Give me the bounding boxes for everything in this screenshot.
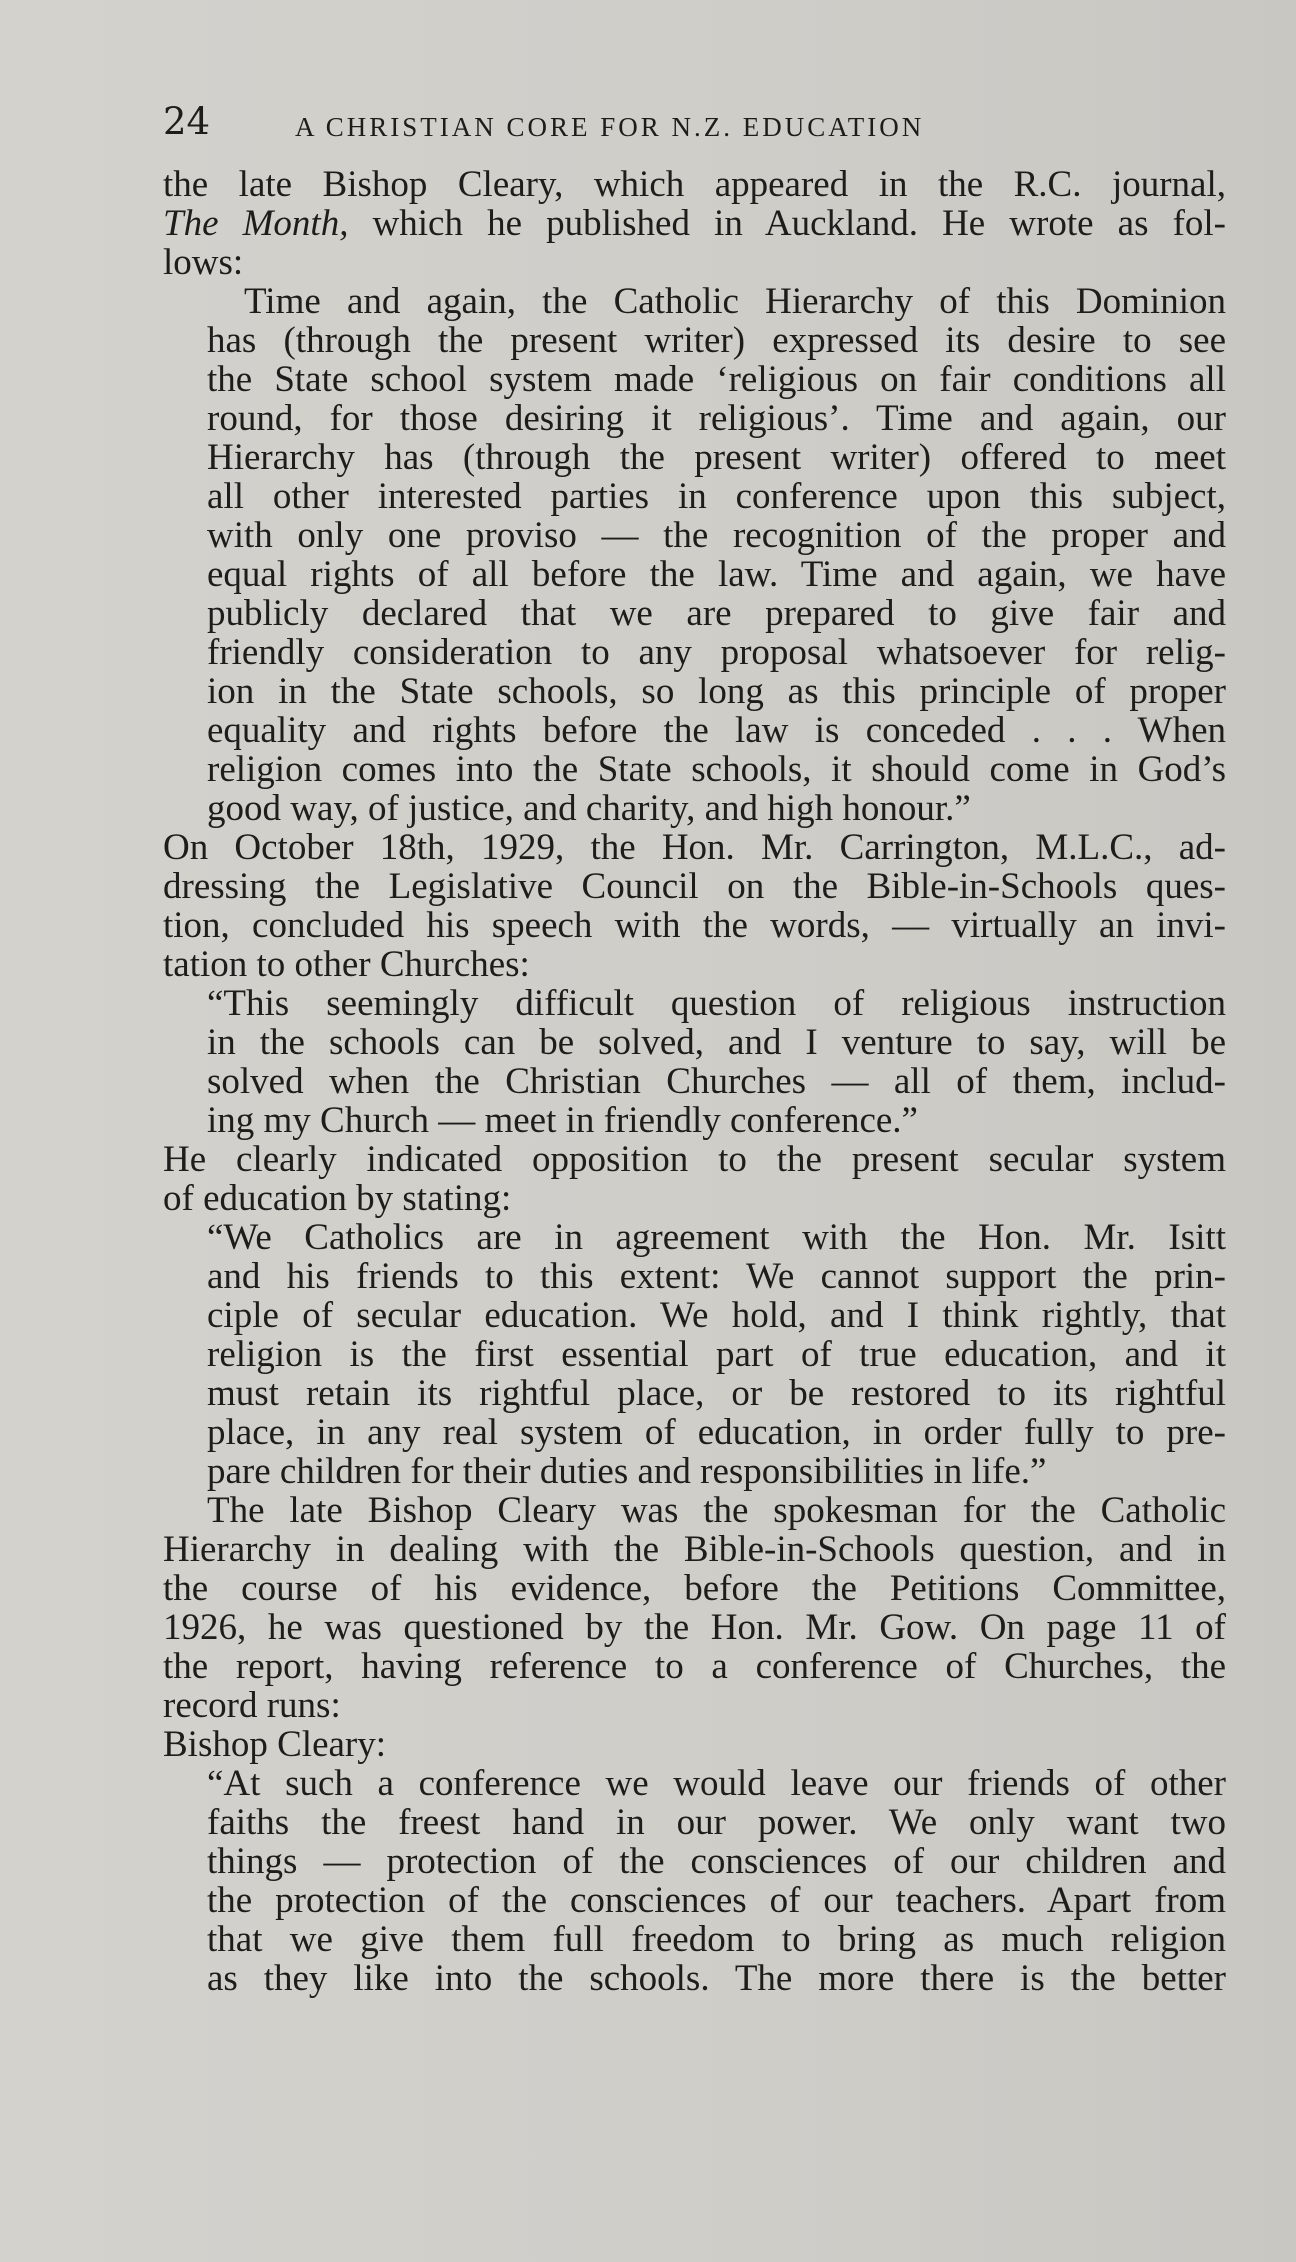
text-line: the late Bishop Cleary, which appeared in the R.C. journal, — [163, 164, 1226, 205]
text-line: On October 18th, 1929, the Hon. Mr. Carrington, M.L.C., ad- — [163, 827, 1226, 868]
text-line: Bishop Cleary: — [163, 1724, 387, 1765]
quote-line: faiths the freest hand in our power. We only want two — [207, 1802, 1226, 1843]
quote-line: religion is the first essential part of true education, and it — [207, 1334, 1226, 1375]
text-line: dressing the Legislative Council on the Bible-in-Schools ques- — [163, 866, 1226, 907]
quote-line: place, in any real system of education, in order fully to pre- — [207, 1412, 1226, 1453]
page-header — [163, 100, 1223, 160]
quote-line: has (through the present writer) expressed its desire to see — [207, 320, 1226, 361]
text-line: Hierarchy in dealing with the Bible-in-Schools question, and in — [163, 1529, 1226, 1570]
quote-line: equal rights of all before the law. Time and again, we have — [207, 554, 1226, 595]
text-line: tation to other Churches: — [163, 944, 530, 985]
quote-line: equality and rights before the law is conceded . . . When — [207, 710, 1226, 751]
quote-line: with only one proviso — the recognition of the proper and — [207, 515, 1226, 556]
quote-line: ing my Church — meet in friendly conference.” — [207, 1100, 918, 1141]
page-number: 24 — [163, 100, 211, 143]
text-line: He clearly indicated opposition to the present secular system — [163, 1139, 1226, 1180]
quote-line: and his friends to this extent: We cannot support the prin- — [207, 1256, 1226, 1297]
quote-line: religion comes into the State schools, it should come in God’s — [207, 749, 1226, 790]
text-line: tion, concluded his speech with the words, — virtually an invi- — [163, 905, 1226, 946]
quote-line: “We Catholics are in agreement with the Hon. Mr. Isitt — [207, 1217, 1226, 1258]
quote-line: friendly consideration to any proposal whatsoever for relig- — [207, 632, 1226, 673]
text-line: 1926, he was questioned by the Hon. Mr. Gow. On page 11 of — [163, 1607, 1226, 1648]
quote-line: the State school system made ‘religious on fair conditions all — [207, 359, 1226, 400]
quote-line: solved when the Christian Churches — all of them, includ- — [207, 1061, 1226, 1102]
quote-line: must retain its rightful place, or be restored to its rightful — [207, 1373, 1226, 1414]
running-title: A CHRISTIAN CORE FOR N.Z. EDUCATION — [295, 112, 925, 142]
text-line: record runs: — [163, 1685, 341, 1726]
quote-line: in the schools can be solved, and I venture to say, will be — [207, 1022, 1226, 1063]
quote-line: good way, of justice, and charity, and high honour.” — [207, 788, 971, 829]
quote-line: publicly declared that we are prepared to give fair and — [207, 593, 1226, 634]
quote-line: things — protection of the consciences of our children and — [207, 1841, 1226, 1882]
body-text — [163, 165, 1226, 1998]
quote-line: “This seemingly difficult question of religious instruction — [207, 983, 1226, 1024]
text-line: lows: — [163, 242, 244, 283]
text-line: The Month, which he published in Auckland. He wrote as fol- — [163, 203, 1226, 244]
quote-line: round, for those desiring it religious’. Time and again, our — [207, 398, 1226, 439]
quote-line: that we give them full freedom to bring as much religion — [207, 1919, 1226, 1960]
quote-line: ion in the State schools, so long as this principle of proper — [207, 671, 1226, 712]
quote-line: ciple of secular education. We hold, and I think rightly, that — [207, 1295, 1226, 1336]
quote-line: Hierarchy has (through the present writer) offered to meet — [207, 437, 1226, 478]
quote-line: all other interested parties in conference upon this subject, — [207, 476, 1226, 517]
text-line: of education by stating: — [163, 1178, 512, 1219]
quote-line: as they like into the schools. The more there is the better — [207, 1958, 1226, 1999]
quote-line: the protection of the consciences of our teachers. Apart from — [207, 1880, 1226, 1921]
text-line: the report, having reference to a conference of Churches, the — [163, 1646, 1226, 1687]
quote-line: “At such a conference we would leave our friends of other — [207, 1763, 1226, 1804]
quote-line: Time and again, the Catholic Hierarchy of this Dominion — [244, 281, 1226, 322]
text-line: the course of his evidence, before the Petitions Committee, — [163, 1568, 1226, 1609]
quote-line: pare children for their duties and responsibilities in life.” — [207, 1451, 1047, 1492]
text-line: The late Bishop Cleary was the spokesman for the Catholic — [207, 1490, 1226, 1531]
